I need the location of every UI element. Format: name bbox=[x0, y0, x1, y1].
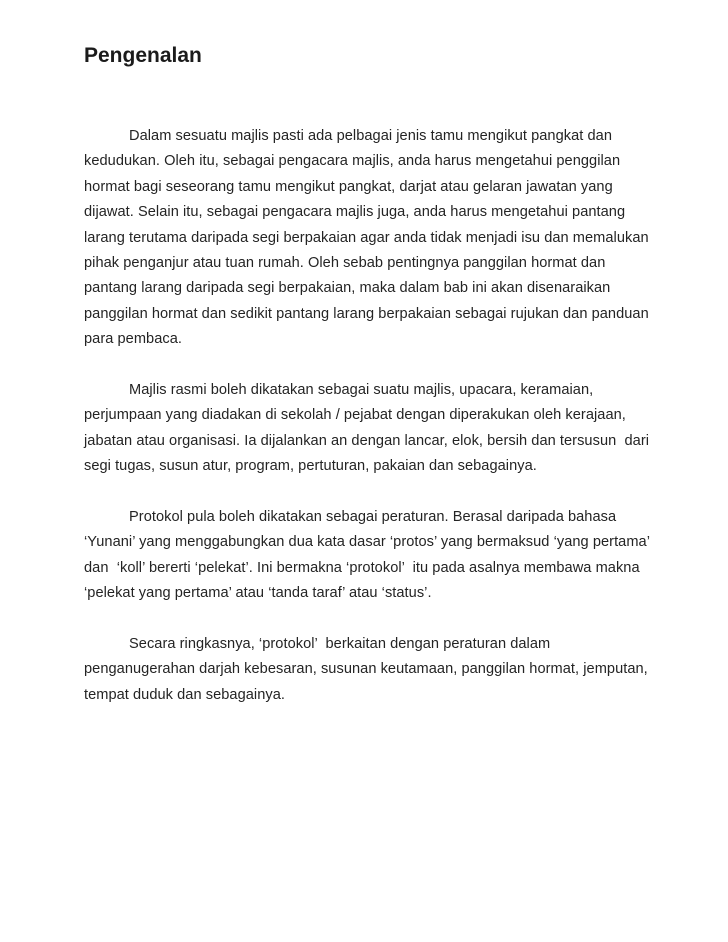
text-line: penganugerahan darjah kebesaran, susunan keutamaan, panggilan hormat, jemputan, bbox=[84, 661, 648, 678]
paragraph-1 bbox=[84, 124, 649, 353]
text-line: panggilan hormat dan sedikit pantang larang berpakaian sebagai rujukan dan panduan bbox=[84, 305, 649, 322]
text-line: ‘pelekat yang pertama’ atau ‘tanda taraf’ atau ‘status’. bbox=[84, 585, 432, 602]
text-line: jabatan atau organisasi. Ia dijalankan an dengan lancar, elok, bersih dan tersusun dari bbox=[84, 432, 650, 449]
text-line: Dalam sesuatu majlis pasti ada pelbagai jenis tamu mengikut pangkat dan bbox=[129, 128, 612, 144]
text-line: Majlis rasmi boleh dikatakan sebagai suatu majlis, upacara, keramaian, bbox=[129, 381, 594, 398]
text-line: ‘Yunani’ yang menggabungkan dua kata dasar ‘protos’ yang bermaksud ‘yang pertama’ bbox=[84, 534, 651, 551]
paragraph-spacer bbox=[84, 479, 644, 504]
text-line: pihak penganjur atau tuan rumah. Oleh sebab pentingnya panggilan hormat dan bbox=[84, 254, 606, 271]
paragraph-4 bbox=[84, 632, 648, 708]
text-line: segi tugas, susun atur, program, pertuturan, pakaian dan sebagainya. bbox=[84, 458, 537, 475]
text-line: dijawat. Selain itu, sebagai pengacara majlis juga, anda harus mengetahui pantang bbox=[84, 204, 626, 221]
text-line: para pembaca. bbox=[84, 331, 183, 348]
paragraph-3 bbox=[84, 505, 651, 607]
paragraph-2 bbox=[84, 378, 650, 480]
paragraph-spacer bbox=[84, 606, 644, 631]
text-line: kedudukan. Oleh itu, sebagai pengacara majlis, anda harus mengetahui penggilan bbox=[84, 153, 621, 170]
paragraph-spacer bbox=[84, 353, 644, 378]
body-text bbox=[84, 124, 651, 708]
text-line: larang terutama daripada segi berpakaian agar anda tidak menjadi isu dan memalukan bbox=[84, 229, 649, 246]
text-line: dan ‘koll’ bererti ‘pelekat’. Ini bermakna ‘protokol’ itu pada asalnya membawa makna bbox=[84, 559, 640, 576]
text-line: tempat duduk dan sebagainya. bbox=[84, 686, 285, 703]
text-line: Secara ringkasnya, ‘protokol’ berkaitan dengan peraturan dalam bbox=[129, 635, 551, 652]
text-line: perjumpaan yang diadakan di sekolah / pejabat dengan diperakukan oleh kerajaan, bbox=[84, 407, 626, 424]
text-line: Protokol pula boleh dikatakan sebagai peraturan. Berasal daripada bahasa bbox=[129, 508, 617, 525]
page-title: Pengenalan bbox=[84, 44, 202, 67]
text-line: pantang larang daripada segi berpakaian, maka dalam bab ini akan disenaraikan bbox=[84, 280, 611, 297]
text-line: hormat bagi seseorang tamu mengikut pangkat, darjat atau gelaran jawatan yang bbox=[84, 178, 613, 195]
